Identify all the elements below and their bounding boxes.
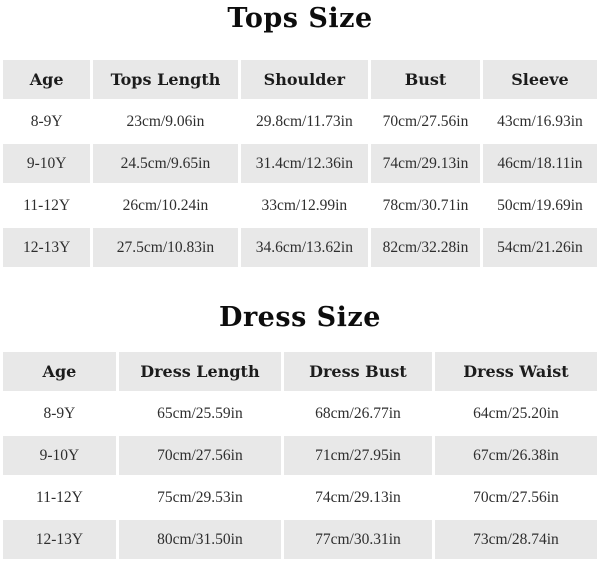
table-cell: 34.6cm/13.62in (241, 228, 368, 267)
header-cell-dress-waist: Dress Waist (435, 352, 597, 391)
table-cell: 11-12Y (3, 186, 90, 225)
table-cell: 12-13Y (3, 228, 90, 267)
tops-size-title: Tops Size (227, 3, 373, 34)
table-cell: 65cm/25.59in (119, 394, 281, 433)
table-cell: 31.4cm/12.36in (241, 144, 368, 183)
table-cell: 64cm/25.20in (435, 394, 597, 433)
table-cell: 78cm/30.71in (371, 186, 480, 225)
table-cell: 8-9Y (3, 394, 116, 433)
table-cell: 74cm/29.13in (284, 478, 432, 517)
header-cell-bust: Bust (371, 60, 480, 99)
table-row (3, 186, 597, 225)
table-cell: 43cm/16.93in (483, 102, 597, 141)
table-row (3, 520, 597, 559)
table-row (3, 144, 597, 183)
table-cell: 11-12Y (3, 478, 116, 517)
table-cell: 80cm/31.50in (119, 520, 281, 559)
table-cell: 68cm/26.77in (284, 394, 432, 433)
header-cell-sleeve: Sleeve (483, 60, 597, 99)
dress-size-table (0, 349, 600, 562)
table-cell: 70cm/27.56in (435, 478, 597, 517)
table-cell: 67cm/26.38in (435, 436, 597, 475)
table-cell: 74cm/29.13in (371, 144, 480, 183)
table-cell: 46cm/18.11in (483, 144, 597, 183)
table-cell: 82cm/32.28in (371, 228, 480, 267)
header-cell-dress-length: Dress Length (119, 352, 281, 391)
tops-size-table (0, 57, 600, 270)
table-row (3, 478, 597, 517)
table-cell: 77cm/30.31in (284, 520, 432, 559)
table-cell: 26cm/10.24in (93, 186, 237, 225)
tops-size-section (0, 0, 600, 270)
header-cell-shoulder: Shoulder (241, 60, 368, 99)
tops-header-row (3, 60, 597, 99)
table-cell: 54cm/21.26in (483, 228, 597, 267)
table-cell: 75cm/29.53in (119, 478, 281, 517)
header-cell-dress-bust: Dress Bust (284, 352, 432, 391)
table-cell: 27.5cm/10.83in (93, 228, 237, 267)
table-row (3, 394, 597, 433)
table-cell: 73cm/28.74in (435, 520, 597, 559)
table-cell: 29.8cm/11.73in (241, 102, 368, 141)
table-cell: 24.5cm/9.65in (93, 144, 237, 183)
header-cell-age: Age (3, 60, 90, 99)
table-cell: 71cm/27.95in (284, 436, 432, 475)
dress-size-section (0, 301, 600, 562)
table-cell: 50cm/19.69in (483, 186, 597, 225)
table-row (3, 228, 597, 267)
header-cell-tops-length: Tops Length (93, 60, 237, 99)
dress-header-row (3, 352, 597, 391)
table-cell: 23cm/9.06in (93, 102, 237, 141)
table-cell: 12-13Y (3, 520, 116, 559)
table-cell: 8-9Y (3, 102, 90, 141)
table-row (3, 436, 597, 475)
table-cell: 70cm/27.56in (371, 102, 480, 141)
table-row (3, 102, 597, 141)
table-cell: 70cm/27.56in (119, 436, 281, 475)
table-cell: 9-10Y (3, 436, 116, 475)
table-cell: 9-10Y (3, 144, 90, 183)
header-cell-age: Age (3, 352, 116, 391)
table-cell: 33cm/12.99in (241, 186, 368, 225)
dress-size-title: Dress Size (219, 302, 381, 333)
